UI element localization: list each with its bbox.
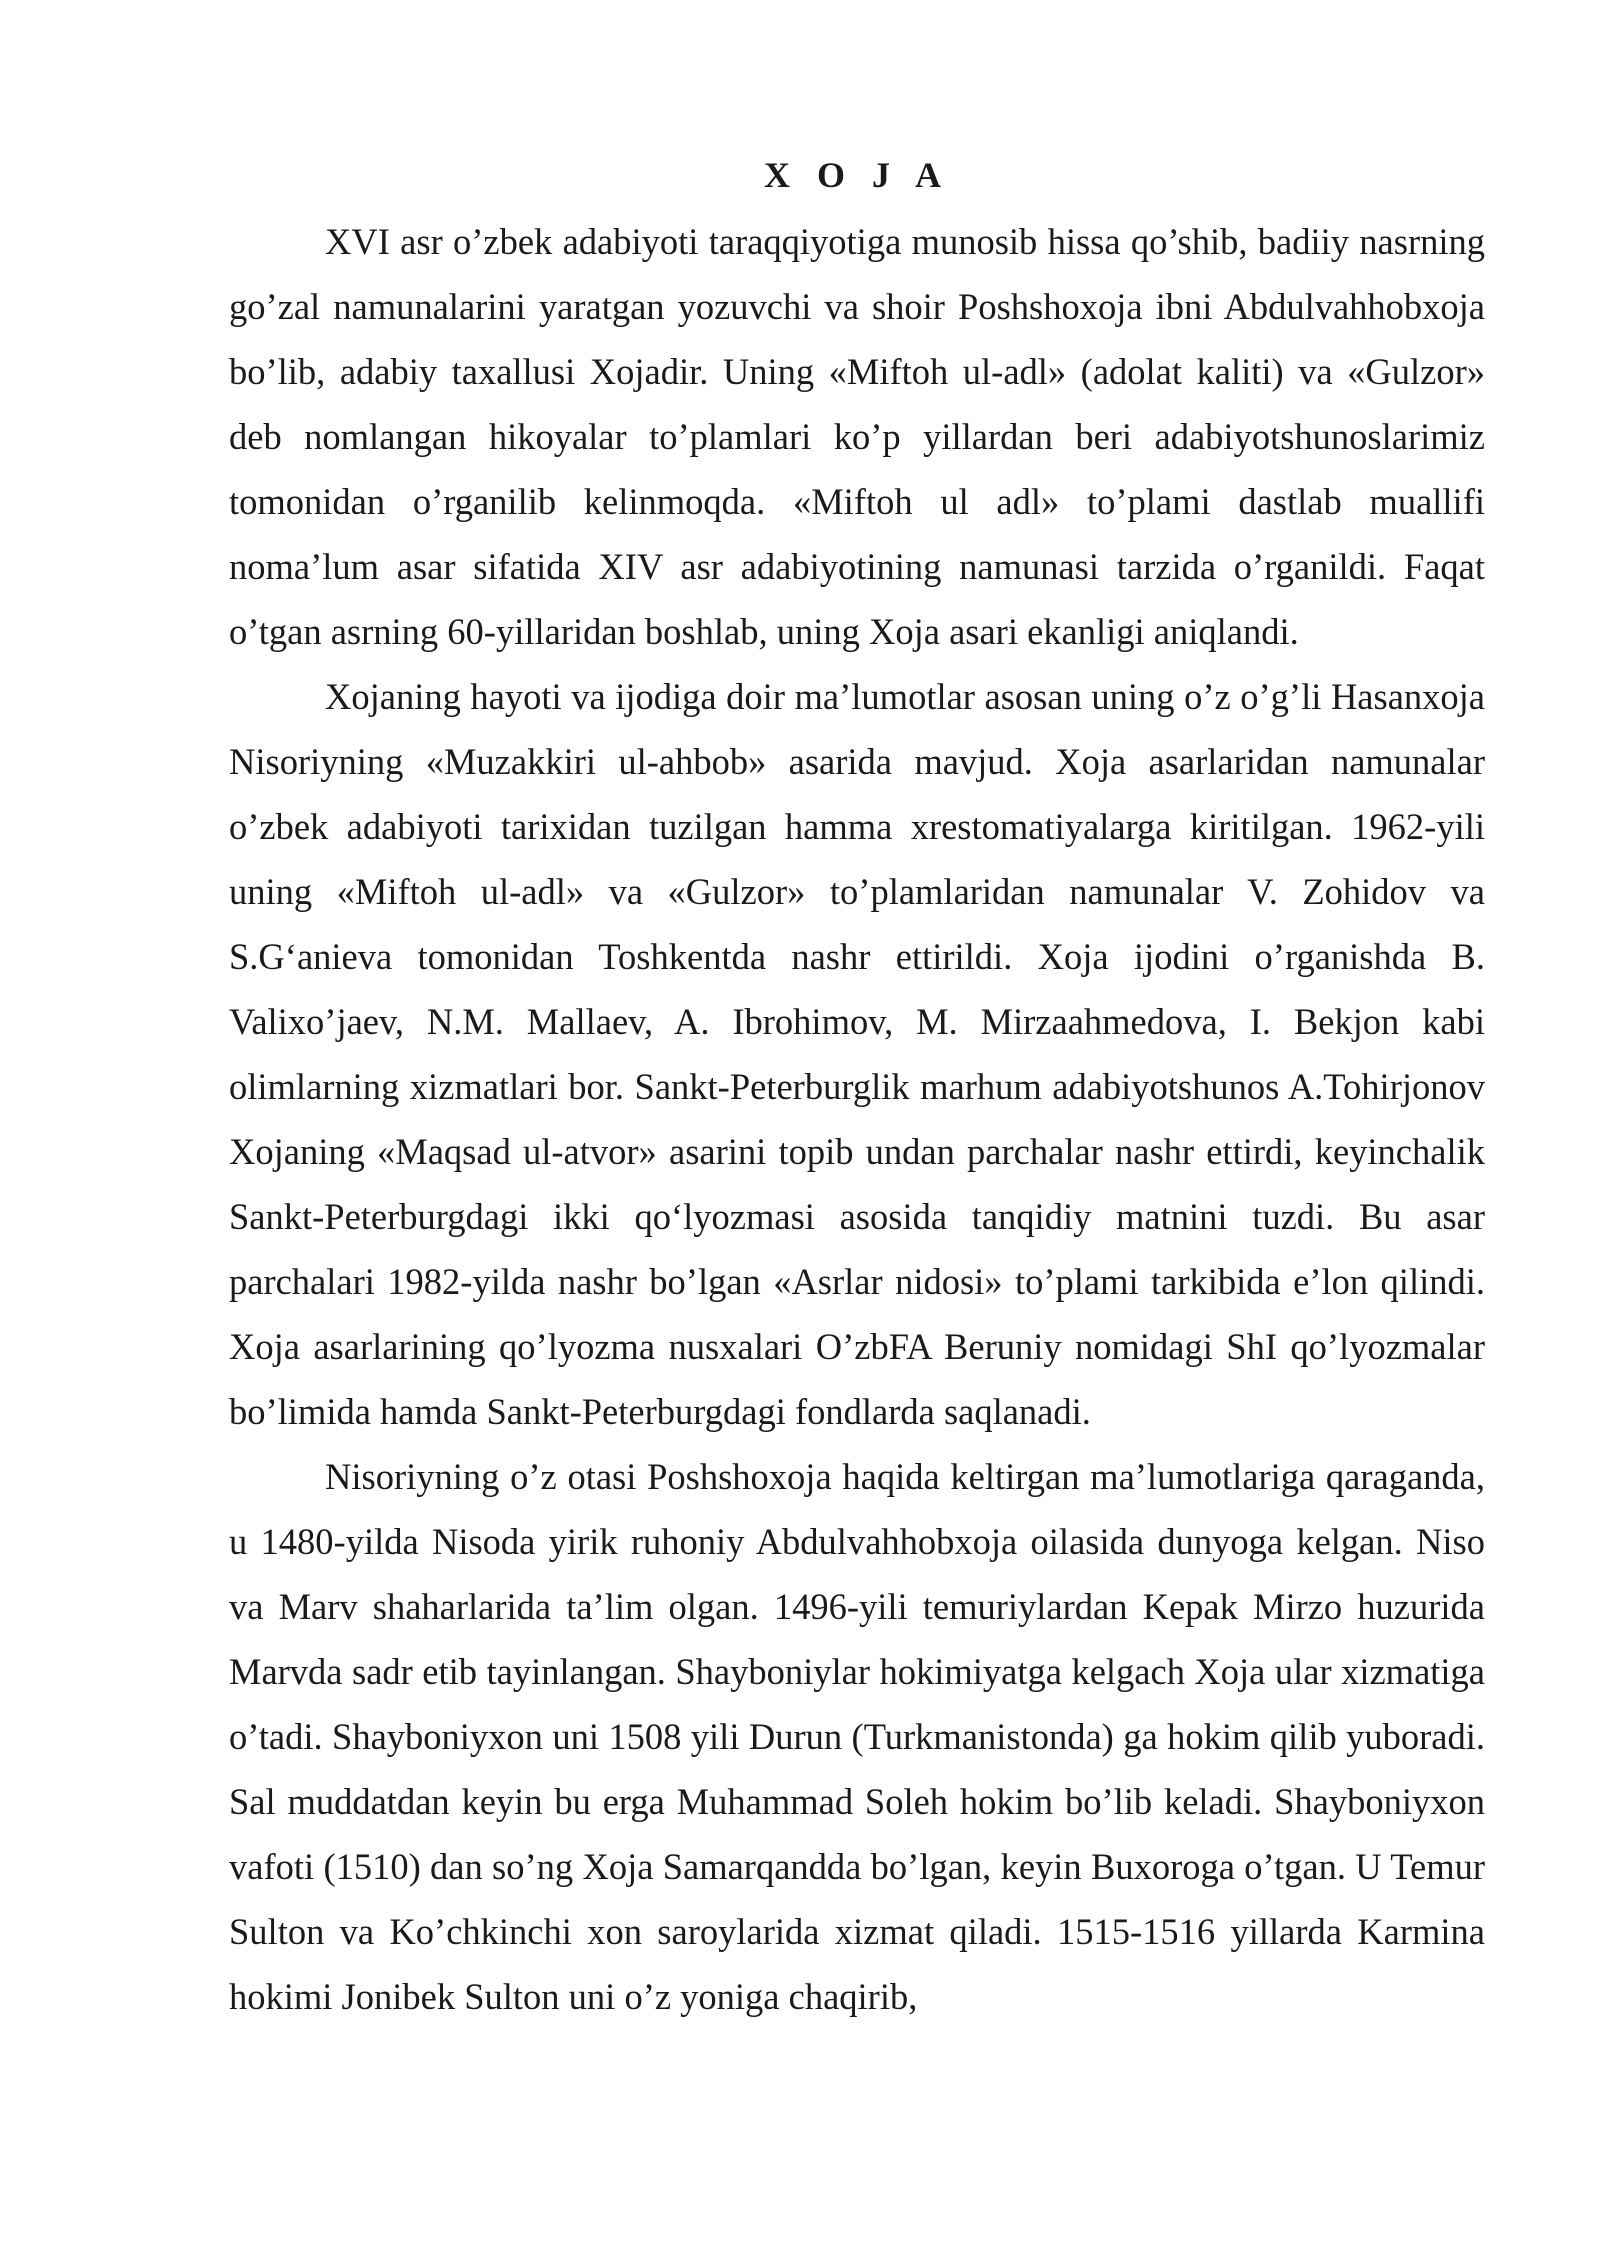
page-title: X O J A: [763, 155, 950, 195]
paragraph: Nisoriyning o’z otasi Poshshoxoja haqida keltirgan ma’lumotlariga qaraganda, u 1480-yilda Nisoda yirik ruhoniy Abdulvahhobxoja oilasida dunyoga kelgan. Niso va Marv shaharlarida ta’lim olgan. 1496-yili temuriylardan Kepak Mirzo huzurida Marvda sadr etib tayinlangan. Shayboniylar hokimiyatga kelgach Xoja ular xizmatiga o’tadi. Shayboniyxon uni 1508 yili Durun (Turkmanistonda) ga hokim qilib yuboradi. Sal muddatdan keyin bu erga Muhammad Soleh hokim bo’lib keladi. Shayboniyxon vafoti (1510) dan so’ng Xoja Samarqandda bo’lgan, keyin Buxoroga o’tgan. U Temur Sulton va Ko’chkinchi xon saroylarida xizmat qiladi. 1515-1516 yillarda Karmina hokimi Jonibek Sulton uni o’z yoniga chaqirib,: [229, 1456, 1485, 2017]
paragraph: Xojaning hayoti va ijodiga doir ma’lumotlar asosan uning o’z o’g’li Hasanxoja Nisoriyning «Muzakkiri ul-ahbob» asarida mavjud. Xoja asarlaridan namunalar o’zbek adabiyoti tarixidan tuzilgan hamma xrestomatiyalarga kiritilgan. 1962-yili uning «Miftoh ul-adl» va «Gulzor» to’plamlaridan namunalar V. Zohidov va S.G‘anieva tomonidan Toshkentda nashr ettirildi. Xoja ijodini o’rganishda B. Valixo’jaev, N.M. Mallaev, A. Ibrohimov, M. Mirzaahmedova, I. Bekjon kabi olimlarning xizmatlari bor. Sankt-Peterburglik marhum adabiyotshunos A.Tohirjonov Xojaning «Maqsad ul-atvor» asarini topib undan parchalar nashr ettirdi, keyinchalik Sankt-Peterburgdagi ikki qo‘lyozmasi asosida tanqidiy matnini tuzdi. Bu asar parchalari 1982-yilda nashr bo’lgan «Asrlar nidosi» to’plami tarkibida e’lon qilindi. Xoja asarlarining qo’lyozma nusxalari O’zbFA Beruniy nomidagi ShI qo’lyozmalar bo’limida hamda Sankt-Peterburgdagi fondlarda saqlanadi.: [229, 676, 1485, 1432]
document-body: [229, 145, 1485, 2029]
paragraph: XVI asr o’zbek adabiyoti taraqqiyotiga munosib hissa qo’shib, badiiy nasrning go’zal namunalarini yaratgan yozuvchi va shoir Poshshoxoja ibni Abdulvahhobxoja bo’lib, adabiy taxallusi Xojadir. Uning «Miftoh ul-adl» (adolat kaliti) va «Gulzor» deb nomlangan hikoyalar to’plamlari ko’p yillardan beri adabiyotshunoslarimiz tomonidan o’rganilib kelinmoqda. «Miftoh ul adl» to’plami dastlab muallifi noma’lum asar sifatida XIV asr adabiyotining namunasi tarzida o’rganildi. Faqat o’tgan asrning 60-yillaridan boshlab, uning Xoja asari ekanligi aniqlandi.: [229, 221, 1485, 652]
